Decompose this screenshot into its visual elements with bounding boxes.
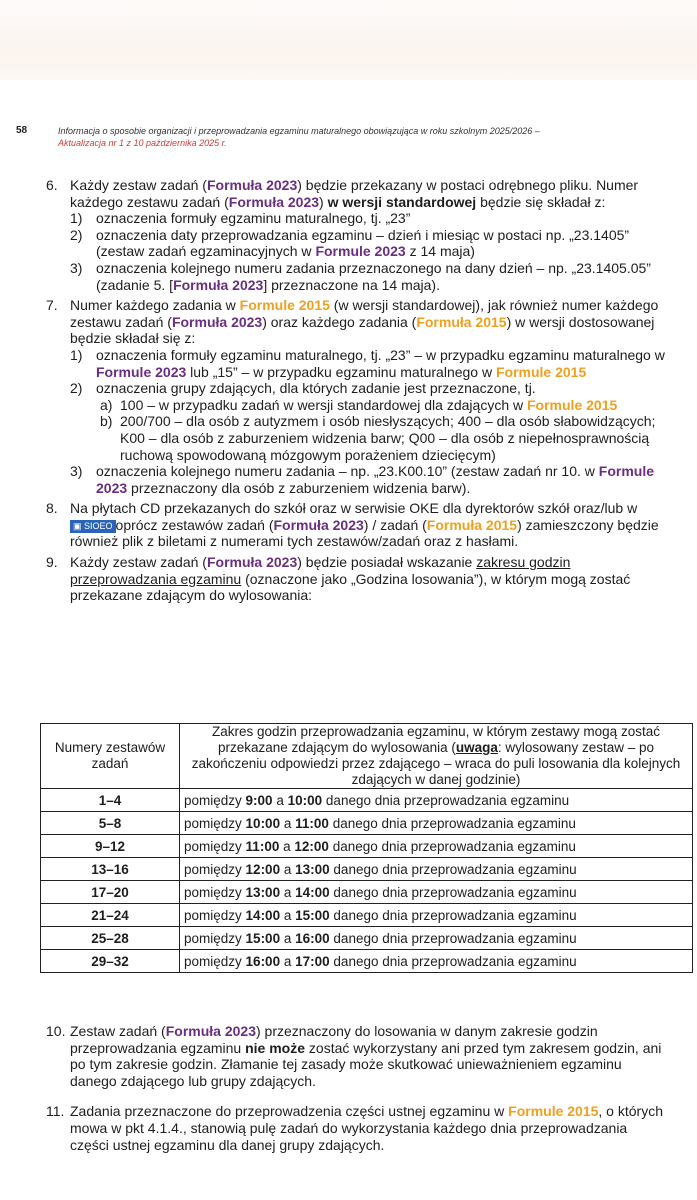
- point-10: [46, 1023, 666, 1089]
- table-row: [41, 789, 693, 812]
- table-row: [41, 858, 693, 881]
- schedule-table: [40, 723, 693, 973]
- set-range: 25–28: [41, 927, 180, 950]
- point-number: 11.: [46, 1103, 65, 1120]
- table-header-hours: Zakres godzin przeprowadzania egzaminu, w którym zestawy mogą zostać przekazane zdającym do wylosowania (uwaga: wylosowany zestaw – po zakończeniu odpowiedzi przez zdającego – wraca do puli losowania dla kolejnych zdających w danej godzinie): [180, 724, 693, 789]
- set-range: 29–32: [41, 950, 180, 973]
- table-row: [41, 881, 693, 904]
- sioeo-link[interactable]: ▣ SIOEO: [70, 520, 116, 533]
- hour-range: pomiędzy 14:00 a 15:00 danego dnia przeprowadzania egzaminu: [180, 904, 693, 927]
- hour-range: pomiędzy 11:00 a 12:00 danego dnia przeprowadzania egzaminu: [180, 835, 693, 858]
- point-9: [46, 554, 666, 604]
- hour-range: pomiędzy 10:00 a 11:00 danego dnia przeprowadzania egzaminu: [180, 812, 693, 835]
- point-6-item-2: 2) oznaczenia daty przeprowadzania egzaminu – dzień i miesiąc w postaci np. „23.1405” (zestaw zadań egzaminacyjnych w Formule 2023 z 14 maja): [70, 226, 630, 260]
- set-range: 1–4: [41, 789, 180, 812]
- point-number: 7.: [46, 297, 58, 314]
- document-body: [46, 177, 666, 604]
- point-7: [46, 297, 666, 347]
- point-8-text: Na płytach CD przekazanych do szkół oraz w serwisie OKE dla dyrektorów szkół oraz/lub w ▣ SIOEO oprócz zestawów zadań (Formuła 2023) / zadań (Formuła 2015) zamieszczony będzie również plik z biletami z numerami tych zestawów/zadań oraz z hasłami.: [70, 500, 659, 550]
- table-row: [41, 835, 693, 858]
- table-row: [41, 812, 693, 835]
- point-number: 9.: [46, 554, 58, 571]
- point-7-item-2a: a) 100 – w przypadku zadań w wersji standardowej dla zdających w Formule 2015: [100, 396, 618, 413]
- point-8: [46, 500, 666, 550]
- page-number: 58: [16, 125, 28, 136]
- point-7-item-1: 1) oznaczenia formuły egzaminu maturalnego, tj. „23” – w przypadku egzaminu maturalnego w Formule 2023 lub „15” – w przypadku egzaminu maturalnego w Formule 2015: [70, 346, 665, 380]
- point-9-text: Każdy zestaw zadań (Formuła 2023) będzie posiadał wskazanie zakresu godzin przeprowadzania egzaminu (oznaczone jako „Godzina losowania”), w którym mogą zostać przekazane zdającym do wylosowania:: [70, 554, 631, 604]
- set-range: 5–8: [41, 812, 180, 835]
- table-row: [41, 950, 693, 973]
- point-number: 6.: [46, 177, 58, 193]
- point-7-item-2b: b) 200/700 – dla osób z autyzmem i osób niesłyszących; 400 – dla osób słabowidzących; K00 – dla osób z zaburzeniem widzenia barw; Q00 – dla osób z niepełnosprawnością ruchową spowodowaną mózgowym porażeniem dziecięcym): [100, 413, 656, 463]
- set-range: 13–16: [41, 858, 180, 881]
- header-title: Informacja o sposobie organizacji i przeprowadzania egzaminu maturalnego obowiązująca w roku szkolnym 2025/2026 –: [58, 126, 540, 136]
- point-11-text: Zadania przeznaczone do przeprowadzenia części ustnej egzaminu w Formule 2015, o których mowa w pkt 4.1.4., stanowią pulę zadań do wykorzystania każdego dnia przeprowadzania części ustnej egzaminu dla danej grupy zdających.: [70, 1103, 663, 1153]
- hour-range: pomiędzy 12:00 a 13:00 danego dnia przeprowadzania egzaminu: [180, 858, 693, 881]
- point-6: [46, 177, 666, 210]
- point-7-item-2: 2) oznaczenia grupy zdających, dla których zadanie jest przeznaczone, tj.: [70, 380, 536, 397]
- running-header: [58, 125, 678, 149]
- top-banner: [0, 0, 697, 80]
- point-6-item-3: 3) oznaczenia kolejnego numeru zadania przeznaczonego na dany dzień – np. „23.1405.05” (zadanie 5. [Formuła 2023] przeznaczone na 14 maja).: [70, 259, 651, 293]
- point-10-text: Zestaw zadań (Formuła 2023) przeznaczony do losowania w danym zakresie godzin przeprowadzania egzaminu nie może zostać wykorzystany ani przed tym zakresem godzin, ani po tym zakresie godzin. Złamanie tej zasady może skutkować unieważnieniem egzaminu danego zdającego lub grupy zdających.: [70, 1023, 662, 1089]
- set-range: 21–24: [41, 904, 180, 927]
- hour-range: pomiędzy 15:00 a 16:00 danego dnia przeprowadzania egzaminu: [180, 927, 693, 950]
- document-body-continued: [46, 1009, 666, 1167]
- point-6-text: Każdy zestaw zadań (Formuła 2023) będzie przekazany w postaci odrębnego pliku. Numer każdego zestawu zadań (Formuła 2023) w wersji standardowej będzie się składał z:: [70, 177, 639, 210]
- set-range: 17–20: [41, 881, 180, 904]
- point-6-item-1: 1) oznaczenia formuły egzaminu maturalnego, tj. „23”: [70, 210, 411, 227]
- table-row: [41, 904, 693, 927]
- hour-range: pomiędzy 9:00 a 10:00 danego dnia przeprowadzania egzaminu: [180, 789, 693, 812]
- point-number: 10.: [46, 1023, 66, 1039]
- point-7-item-3: 3) oznaczenia kolejnego numeru zadania – np. „23.K00.10” (zestaw zadań nr 10. w Formule 2023 przeznaczony dla osób z zaburzeniem widzenia barw).: [70, 463, 654, 496]
- table-row: [41, 927, 693, 950]
- header-update: Aktualizacja nr 1 z 10 października 2025 r.: [58, 138, 227, 148]
- point-11: [46, 1103, 666, 1153]
- hour-range: pomiędzy 13:00 a 14:00 danego dnia przeprowadzania egzaminu: [180, 881, 693, 904]
- table-header-row: [41, 724, 693, 789]
- set-range: 9–12: [41, 835, 180, 858]
- hour-range: pomiędzy 16:00 a 17:00 danego dnia przeprowadzania egzaminu: [180, 950, 693, 973]
- point-number: 8.: [46, 500, 58, 517]
- table-header-sets: Numery zestawów zadań: [41, 724, 180, 789]
- point-7-text: Numer każdego zadania w Formule 2015 (w wersji standardowej), jak również numer każdego zestawu zadań (Formuła 2023) oraz każdego zadania (Formuła 2015) w wersji dostosowanej będzie składał się z:: [70, 297, 659, 347]
